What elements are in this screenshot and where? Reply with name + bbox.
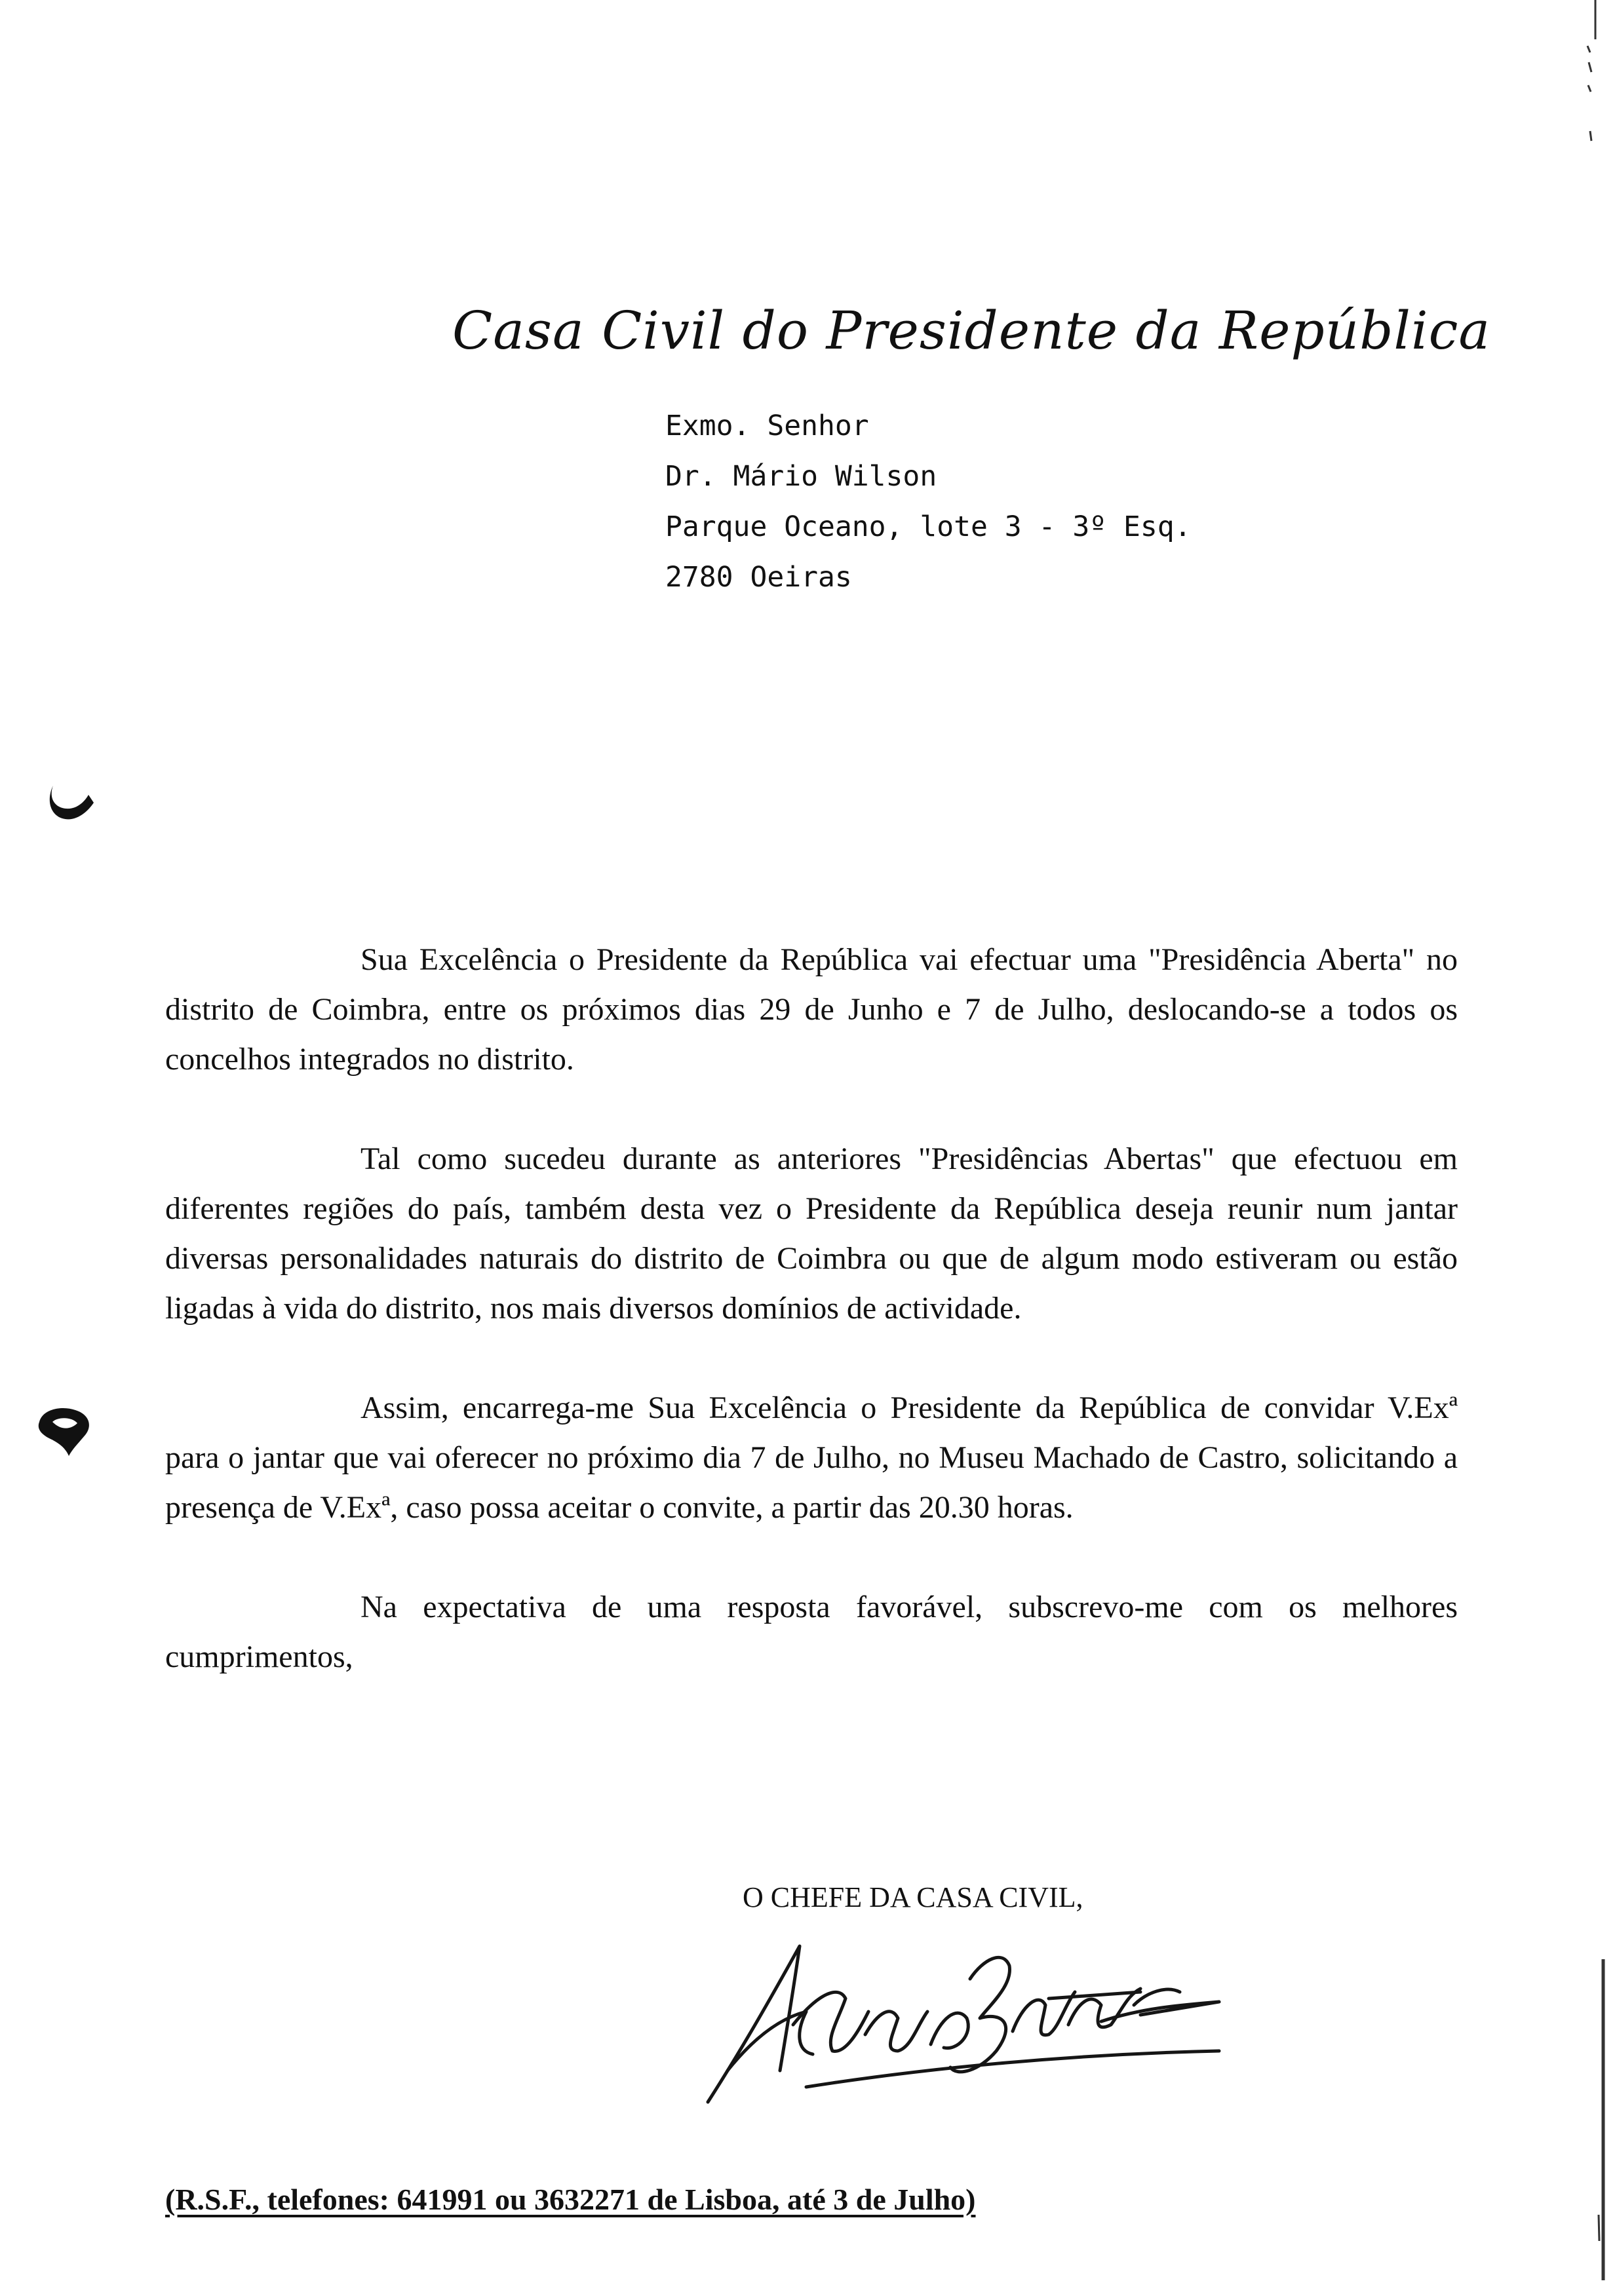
recipient-address [665, 401, 1255, 603]
letterhead: Casa Civil do Presidente da República [452, 300, 1491, 361]
body-paragraph: Tal como sucedeu durante as anteriores "Presidências Abertas" que efectuou em diferentes regiões do país, também desta vez o Presidente da República deseja reunir num jantar diversas personalidades naturais do distrito de Coimbra ou que de algum modo estiveram ou estão ligadas à vida do distrito, nos mais diversos domínios de actividade. [165, 1141, 1458, 1326]
footer-note: (R.S.F., telefones: 641991 ou 3632271 de Lisboa, até 3 de Julho) [165, 2183, 976, 2216]
recipient-name: Dr. Mário Wilson [665, 460, 937, 493]
closing-title: O CHEFE DA CASA CIVIL, [743, 1881, 1083, 1913]
letter-body [165, 935, 1458, 1682]
body-paragraph: Sua Excelência o Presidente da República vai efectuar uma "Presidência Aberta" no distrito de Coimbra, entre os próximos dias 29 de Junho e 7 de Julho, deslocando-se a todos os concelhos integrados no distrito. [165, 942, 1458, 1077]
body-paragraph: Na expectativa de uma resposta favorável, subscrevo-me com os melhores cumprimentos, [165, 1590, 1458, 1674]
recipient-city: 2780 Oeiras [665, 561, 852, 594]
body-paragraph: Assim, encarrega-me Sua Excelência o Presidente da República de convidar V.Exª para o jantar que vai oferecer no próximo dia 7 de Julho, no Museu Machado de Castro, solicitando a presença de V.Exª, caso possa aceitar o convite, a partir das 20.30 horas. [165, 1390, 1458, 1525]
punch-hole-mark [33, 1402, 98, 1461]
page-edge-marks [1576, 0, 1615, 2296]
punch-hole-mark [43, 776, 102, 829]
recipient-salutation: Exmo. Senhor [665, 410, 869, 442]
recipient-street: Parque Oceano, lote 3 - 3º Esq. [665, 510, 1192, 543]
handwritten-signature [682, 1920, 1245, 2116]
